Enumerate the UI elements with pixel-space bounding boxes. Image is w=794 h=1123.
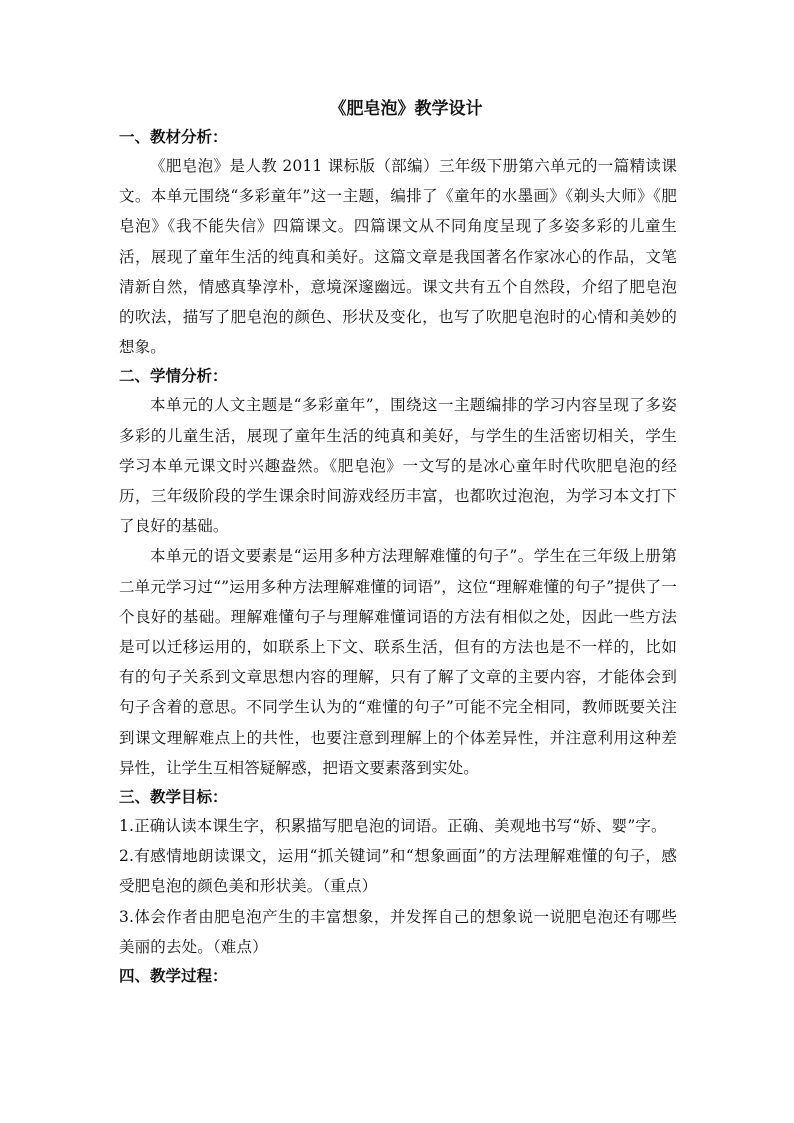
section-heading: 二、学情分析： (119, 366, 228, 386)
document-title: 《肥皂泡》教学设计 (329, 99, 483, 119)
section-student-analysis (119, 362, 677, 783)
section-heading: 三、教学目标： (119, 787, 228, 807)
section-heading: 一、教材分析： (119, 127, 228, 146)
goal-item: 3.体会作者由肥皂泡产生的丰富想象，并发挥自己的想象说一说肥皂泡还有哪些美丽的去处。（难点） (119, 907, 677, 956)
section-teaching-goals (119, 783, 677, 962)
goal-item: 1.正确认读本课生字，积累描写肥皂泡的词语。正确、美观地书写“娇、婴”字。 (119, 817, 667, 836)
section-heading: 四、教学过程： (119, 966, 228, 986)
goal-item: 2.有感情地朗读课文，运用“抓关键词”和“想象画面”的方法理解难懂的句子，感受肥皂泡的颜色美和形状美。（重点） (119, 847, 677, 896)
document-page (119, 95, 677, 990)
paragraph: 本单元的人文主题是“多彩童年”，围绕这一主题编排的学习内容呈现了多姿多彩的儿童生活，展现了童年生活的纯真和美好，与学生的生活密切相关，学生学习本单元课文时兴趣盎然。《肥皂泡》一文写的是冰心童年时代吹肥皂泡的经历，三年级阶段的学生课余时间游戏经历丰富，也都吹过泡泡，为学习本文打下了良好的基础。 (119, 396, 677, 536)
paragraph: 本单元的语文要素是“运用多种方法理解难懂的句子”。学生在三年级上册第二单元学习过“”运用多种方法理解难懂的词语”，这位“理解难懂的句子”提供了一个良好的基础。理解难懂句子与理解难懂词语的方法有相似之处，因此一些方法是可以迁移运用的，如联系上下文、联系生活，但有的方法也是不一样的，比如有的句子关系到文章思想内容的理解，只有了解了文章的主要内容，才能体会到句子含着的意思。不同学生认为的“难懂的句子”可能不完全相同，教师既要关注到课文理解难点上的共性，也要注意到理解上的个体差异性，并注意利用这种差异性，让学生互相答疑解惑，把语文要素落到实处。 (119, 547, 677, 777)
section-teaching-process (119, 962, 677, 990)
section-textbook-analysis (119, 123, 677, 362)
paragraph: 《肥皂泡》是人教 2011 课标版（部编）三年级下册第六单元的一篇精读课文。本单元围绕“多彩童年”这一主题，编排了《童年的水墨画》《剃头大师》《肥皂泡》《我不能失信》四篇课文。四篇课文从不同角度呈现了多姿多彩的儿童生活，展现了童年生活的纯真和美好。这篇文章是我国著名作家冰心的作品，文笔清新自然，情感真挚淳朴，意境深邃幽远。课文共有五个自然段，介绍了肥皂泡的吹法，描写了肥皂泡的颜色、形状及变化，也写了吹肥皂泡时的心情和美妙的想象。 (119, 157, 677, 357)
